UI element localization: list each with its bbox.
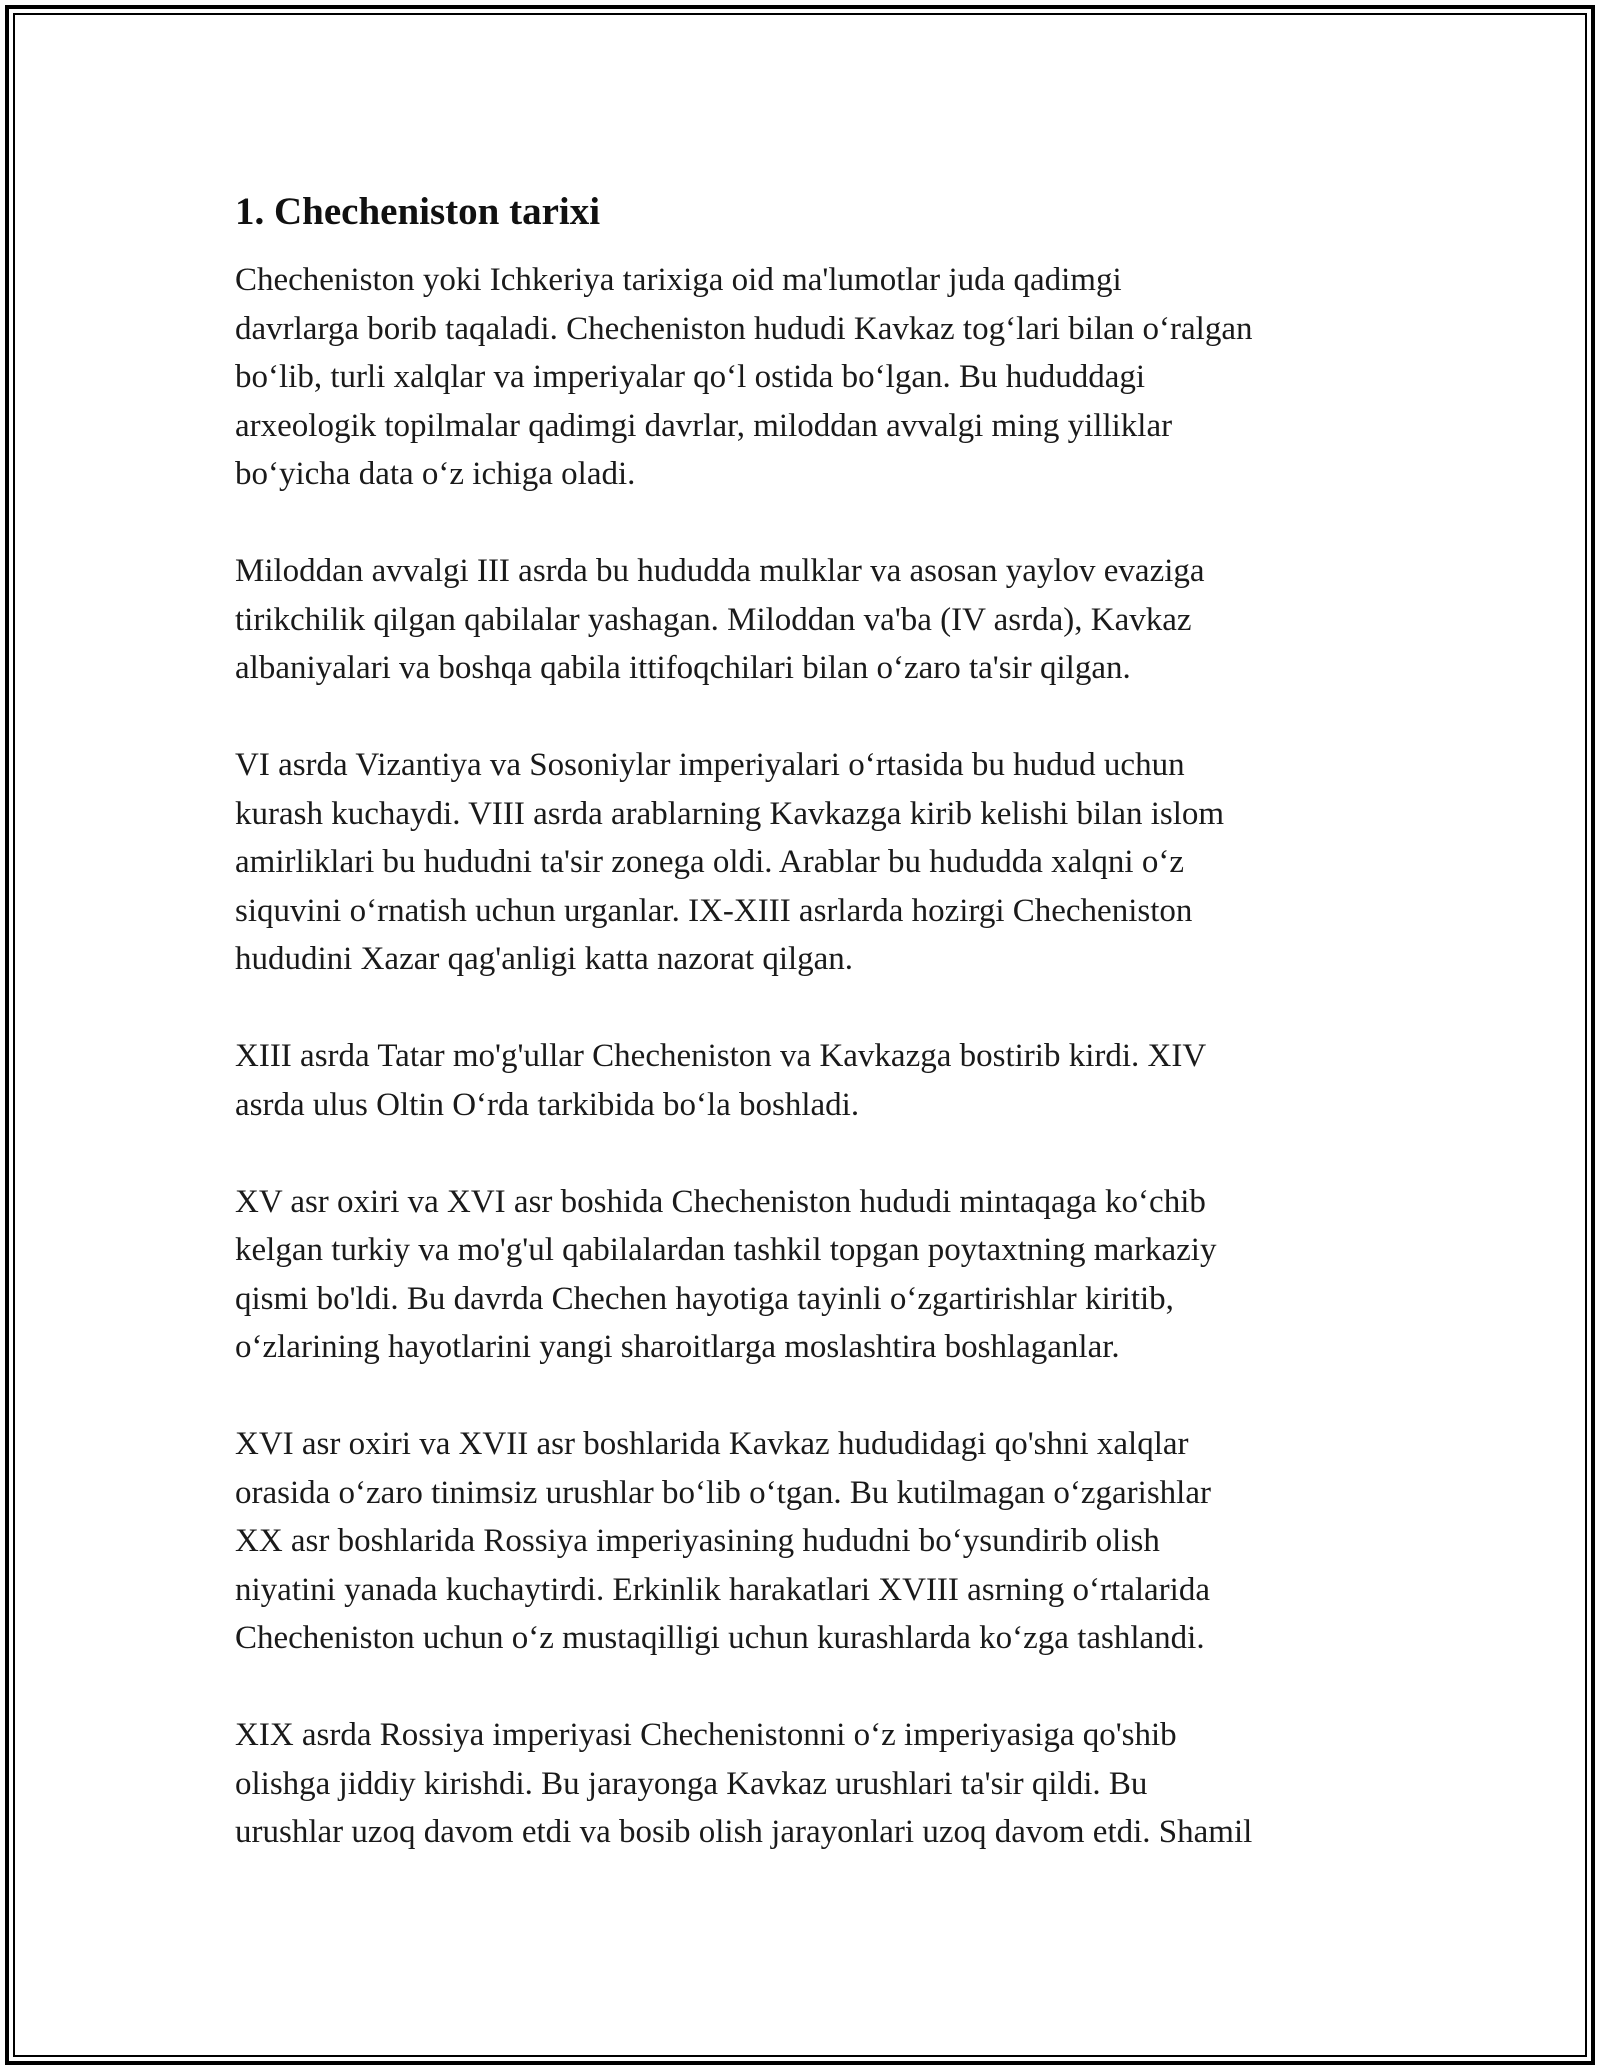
text-line: siquvini o‘rnatish uchun urganlar. IX-XIII asrlarda hozirgi Checheniston (235, 892, 1193, 929)
text-line: XIII asrda Tatar mo'g'ullar Checheniston va Kavkazga bostirib kirdi. XIV (235, 1038, 1207, 1074)
text-line: Checheniston uchun o‘z mustaqilligi uchun kurashlarda ko‘zga tashlandi. (235, 1620, 1205, 1656)
document-body (235, 186, 1375, 1905)
text-line: o‘zlarining hayotlarini yangi sharoitlarga moslashtira boshlaganlar. (235, 1329, 1120, 1365)
paragraph (235, 547, 1375, 693)
section-title: 1. Checheniston tarixi (235, 190, 601, 233)
text-line: XX asr boshlarida Rossiya imperiyasining hududni bo‘ysundirib olish (235, 1523, 1160, 1559)
text-line: niyatini yanada kuchaytirdi. Erkinlik harakatlari XVIII asrning o‘rtalarida (235, 1571, 1210, 1608)
text-line: asrda ulus Oltin O‘rda tarkibida bo‘la boshladi. (235, 1086, 860, 1123)
text-line: olishga jiddiy kirishdi. Bu jarayonga Kavkaz urushlari ta'sir qildi. Bu (235, 1765, 1148, 1802)
text-line: orasida o‘zaro tinimsiz urushlar bo‘lib o‘tgan. Bu kutilmagan o‘zgarishlar (235, 1474, 1211, 1511)
text-line: arxeologik topilmalar qadimgi davrlar, miloddan avvalgi ming yilliklar (235, 407, 1173, 444)
text-line: urushlar uzoq davom etdi va bosib olish jarayonlari uzoq davom etdi. Shamil (235, 1814, 1253, 1850)
text-line: hududini Xazar qag'anligi katta nazorat qilgan. (235, 941, 854, 977)
paragraph (235, 256, 1375, 499)
text-line: XV asr oxiri va XVI asr boshida Checheniston hududi mintaqaga ko‘chib (235, 1183, 1206, 1220)
paragraph (235, 1032, 1375, 1129)
text-line: davrlarga borib taqaladi. Checheniston hududi Kavkaz tog‘lari bilan o‘ralgan (235, 310, 1253, 347)
text-line: albaniyalari va boshqa qabila ittifoqchilari bilan o‘zaro ta'sir qilgan. (235, 650, 1131, 686)
text-line: tirikchilik qilgan qabilalar yashagan. Miloddan va'ba (IV asrda), Kavkaz (235, 601, 1192, 638)
text-line: Checheniston yoki Ichkeriya tarixiga oid ma'lumotlar juda qadimgi (235, 262, 1122, 298)
text-line: Miloddan avvalgi III asrda bu hududda mulklar va asosan yaylov evaziga (235, 553, 1205, 589)
text-line: XIX asrda Rossiya imperiyasi Chechenistonni o‘z imperiyasiga qo'shib (235, 1717, 1177, 1753)
text-line: amirliklari bu hududni ta'sir zonega oldi. Arablar bu hududda xalqni o‘z (235, 844, 1184, 880)
text-line: bo‘yicha data o‘z ichiga oladi. (235, 456, 636, 492)
paragraph (235, 1420, 1375, 1663)
text-line: XVI asr oxiri va XVII asr boshlarida Kavkaz hududidagi qo'shni xalqlar (235, 1426, 1189, 1462)
paragraph (235, 1711, 1375, 1857)
text-line: bo‘lib, turli xalqlar va imperiyalar qo‘l ostida bo‘lgan. Bu hududdagi (235, 359, 1146, 395)
text-line: kurash kuchaydi. VIII asrda arablarning Kavkazga kirib kelishi bilan islom (235, 795, 1225, 832)
paragraph (235, 1178, 1375, 1372)
text-line: qismi bo'ldi. Bu davrda Chechen hayotiga tayinli o‘zgartirishlar kiritib, (235, 1280, 1174, 1317)
text-line: kelgan turkiy va mo'g'ul qabilalardan tashkil topgan poytaxtning markaziy (235, 1232, 1217, 1268)
paragraph (235, 741, 1375, 984)
text-line: VI asrda Vizantiya va Sosoniylar imperiyalari o‘rtasida bu hudud uchun (235, 747, 1185, 783)
